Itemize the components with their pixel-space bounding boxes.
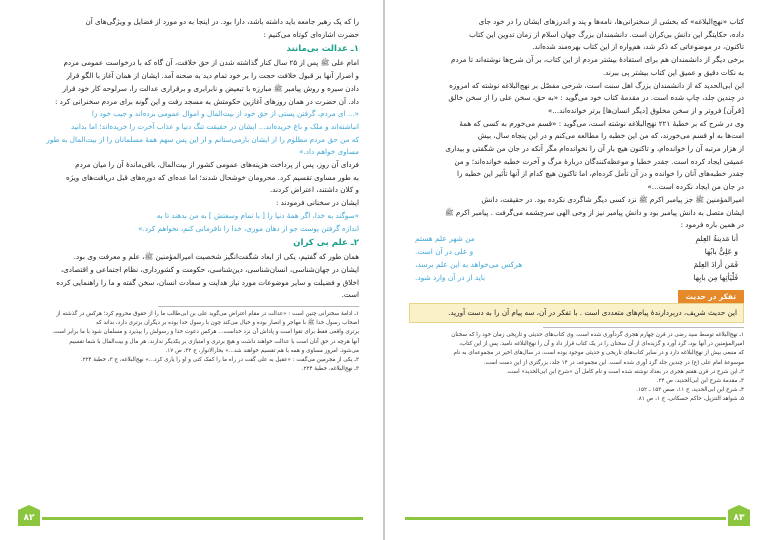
intro-line: را که یک رهبر جامعه باید داشته باشد، دارا بود. در اینجا به دو مورد از فضایل و ویژگی‌های آن [85, 17, 359, 26]
footnote-line: ۳ـ مقدمهٔ شرح ابن ابی‌الحدید، ص ۲۴. [656, 377, 744, 384]
right-page [385, 0, 768, 540]
hadith-arabic: فَمَن أرادَ العِلمَ [693, 259, 738, 269]
paragraph-line: جقدر خطبه‌های آنان را خوانده و در آن تأمل کرده‌ام، اما تاکنون هیچ کدام از آنها تأثیر این خطبه را [457, 169, 744, 179]
hadith-verse-row [415, 271, 738, 284]
left-page [0, 0, 383, 540]
footnote-line: می‌شود. امروز مساوی و همه با هم تقسیم خواهند شد...» بحارالانوار، ج ۳۲، ص ۱۷. [165, 347, 359, 354]
footnote-line: امیرالمؤمنین در آنها بود، گرد آورد و گزیده‌ای از آن سخنان را در یک کتاب قرار داد و آن را نهج‌البلاغه نامید. پس از این کتاب، [459, 341, 744, 348]
page-bottom-bar [42, 517, 363, 520]
quote-line: اندازه گرفتن پوست جو از دهان موری، خدا را نافرمانی کنم، نخواهم کرد.» [138, 223, 359, 233]
footnote-line: ۲ـ یکی از مجرمین می‌گفت : «عقیل به علی گفت در راه ما را کمک کنی و او را یاری کرد...» نهج‌البلاغه، ج ۳، خطبهٔ ۲۲۴. [80, 357, 359, 364]
paragraph-line: و اصرار آنها بر قبول خلافت حجت را بر خود تمام دید به صحنه آمد. ایشان از همان آغاز با الگو قرار [66, 71, 359, 81]
quote-line: «سوگند به خدا، اگر همهٔ دنیا را [ با تمام وسعتش ] به من بدهند تا به [156, 210, 359, 220]
paragraph-line: و کلان داشتند، اعتراض کردند. [269, 185, 359, 195]
left-page-content [24, 16, 359, 374]
page-number-badge: ۸۳ [728, 510, 750, 526]
paragraph-line: امام علی ﷺ پس از ۲۵ سال کنار گذاشته شدن از حق خلافت، آن گاه که با درخواست عمومی مردم [63, 58, 359, 68]
footnote-line: ۴ـ شرح ابن ابی‌الحدید، ج ۱۱، صص ۱۵۳ ـ ۱۵۲. [636, 387, 744, 394]
paragraph-line: وی در شرح که بر خطبهٔ ۲۲۱ نهج‌البلاغه نوشته است، می‌گوید : «قسم می‌خورم به کسی که همهٔ [459, 118, 744, 128]
paragraph-line: به نکات دقیق و عمیق این کتاب بیشتر پی ببرند. [602, 67, 744, 77]
paragraph-line: ایشان متصل به دانش پیامبر بود و دانش پیامبر نیز از وحی الهی سرچشمه می‌گرفت . پیامبر اکرم ﷺ [444, 207, 744, 217]
paragraph-line: ایشان در جهان‌شناسی، انسان‌شناسی، دین‌شناسی، حکومت و کشورداری، نظام اجتماعی و اقتصادی، [60, 264, 359, 274]
hadith-arabic: فَلْیَأتِها مِن بابِها [693, 272, 738, 282]
paragraph-line: همان طور که گفتیم، یکی از ابعاد شگفت‌انگیز شخصیت امیرالمؤمنین ﷺ، علم و معرفت وی بود. [73, 252, 359, 262]
paragraph-line: در جان من ایجاد نکرده است...» [647, 182, 744, 192]
quote-line: انباشته‌اند و ملک و باغ خریده‌اند... ایشان در حقیقت تنگ دنیا و عذاب آخرت را خریده‌اند؛ اما بدانید [70, 121, 359, 131]
paragraph-line: برخی دیگر از دانشمندان هم برای استفادهٔ بیشتر مردم از این کتاب، بر آن شرح‌ها نوشته‌اند تا مردم [451, 55, 744, 65]
paragraph-line: است. [341, 290, 359, 300]
paragraph-line: امیرالمؤمنین ﷺ جز پیامبر اکرم ﷺ نزد کسی دیگر شاگردی نکرده بود. در حقیقت، دانش [481, 194, 744, 204]
hadith-translation: باید از در آن وارد شود. [415, 272, 486, 282]
paragraph-line: امت‌ها به او قسم می‌خورند، که من این خطبه را مطالعه می‌کنم و در این پنجاه سال، بیش [477, 131, 744, 141]
paragraph-line: داده، حکایتگر این دانش بی‌کران است. دانشمندان بزرگ جهان اسلام از زمان تدوین این کتاب [469, 29, 744, 39]
footnote-line: ۵ـ شواهد التنزیل، حاکم حسکانی، ج ۱، ص ۸۱. [636, 396, 744, 403]
quote-line: مساوی خواهم داد.» [299, 147, 359, 157]
hadith-arabic: و عَلِیٌّ بابُها [704, 246, 738, 256]
paragraph-line: دادن سیره و روش پیامبر ﷺ مبارزه با تبعیض و نابرابری و برقراری عدالت را، سرلوحه کار خود قرار [62, 83, 359, 93]
quote-line: «... ای مردم، گرفتن پستی از حق خود از بیت‌المال و اموال عمومی برده‌اند و جیب خود را [91, 109, 359, 119]
paragraph-line: از هزار مرتبه آن را خوانده‌ام، و تاکنون هیچ بار آن را نخوانده‌ام مگر آنکه در جان من شگفتی و بیداری [445, 144, 744, 154]
paragraph-line: ابن ابی‌الحدید که از دانشمندان بزرگ اهل سنت است، شرحی مفصّل بر نهج‌البلاغه نوشته که امروزه [449, 80, 744, 90]
paragraph-line: به طور مساوی تقسیم کرد. محرومان خوشحال شدند؛ اما عده‌ای که دوره‌های قبل دریافت‌های ویژه [66, 172, 359, 182]
hadith-translation: و علی در آن است. [415, 246, 474, 256]
page-bottom-bar [405, 517, 726, 520]
right-page-content [409, 16, 744, 405]
activity-box-title: تفکر در حدیث [678, 290, 744, 303]
hadith-verse-row [415, 232, 738, 245]
paragraph-line: [قرآن] فروتر و از سخن مخلوق [دیگر انسان‌ها] برتر خوانده‌اند...» [547, 105, 744, 115]
footnote-line: ۱ـ نهج‌البلاغه توسط سید رضی در قرن چهارم هجری گردآوری شده است. وی کتاب‌های حدیثی و تاریخی زمان خود را که سخنان [451, 331, 744, 338]
section-heading-knowledge: ۲ـ علم بی کران [293, 238, 359, 249]
paragraph-line: کتاب «نهج‌البلاغه» که بخشی از سخنرانی‌ها، نامه‌ها و پند و اندرزهای ایشان را در خود جای [478, 17, 744, 26]
footnote-divider [543, 327, 744, 328]
hadith-verse-row [415, 245, 738, 258]
hadith-verse-row [415, 258, 738, 271]
paragraph-line: تاکنون، در موضوعاتی که ذکر شد، هم‌واره از این کتاب بهره‌مند شده‌اند. [532, 42, 744, 52]
footnote-line: موسوعهٔ امام علی (ع) در چندین جلد گرد آوری شده است. این مجموعه، در ۱۴ جلد، بزرگتری از این دست است. [483, 359, 744, 366]
page-number-badge: ۸۲ [18, 510, 40, 526]
hadith-arabic: أنا مَدینةُ العِلمِ [695, 233, 738, 243]
footnote-line: ۲ـ این شرح در قرن هفتم هجری در بغداد نوشته شده است و نام کامل آن «شرح ابن ابی‌الحدید» است. [506, 368, 744, 375]
paragraph-line: اخلاق و فضیلت و سایر موضوعات مورد نیاز هدایت و سعادت انسان، سخن گفته و ما را راهنمایی کرده [56, 277, 359, 287]
footnote-divider [158, 306, 359, 307]
footnote-line: اصحاب رسول خدا ﷺ با مهاجر و انصار بوده و خیال می‌کند چون با رسول خدا بوده بر دیگران برتری دارد، بداند که [96, 320, 359, 327]
footnote-line: ۱ـ ادامهٔ سخنرانی چنین است : «عدالت در مقام اعتراض می‌گوید علی بن ابی‌طالب ما را از حقوق محروم کرد؛ هرکس در گذشته از [56, 311, 359, 318]
hadith-translation: من شهر علم هستم [415, 233, 475, 243]
paragraph-line: ایشان در سخنانی فرمودند : [275, 198, 359, 208]
footnote-line: برتری واقعی فقط برای تقوا است و پاداش آن نزد خداست... هرکس دعوت خدا و رسولش را بپذیرد و مسلمان شود با ما برابر است. [52, 329, 359, 336]
quote-line: که من حق مردم مظلوم را از ایشان بازمی‌ستانم و از این پس سهم همهٔ مسلمانان را از بیت‌المال به طور [46, 134, 359, 144]
intro-line: حضرت اشاره‌ای کوتاه می‌کنیم : [263, 29, 359, 39]
activity-box-text: این حدیث شریف، دربردارندهٔ پیام‌های متعددی است . با تفکر در آن، سه پیام آن را به دست آورید. [448, 307, 737, 317]
footnote-line: آنها هرچه در حق آنان است با عدالت خواهند داشت و هیچ برتری و امتیازی بر یکدیگر ندارند. هر مال و بیت‌المال با شما تقسیم [69, 338, 359, 345]
activity-box [409, 303, 744, 323]
paragraph-line: فردای آن روز، پس از پرداخت هزینه‌های عمومی کشور از بیت‌المال، باقی‌ماندهٔ آن را میان مردم [75, 160, 359, 170]
paragraph-line: عمیقی ایجاد کرده است. جقدر خطبا و موعظه‌کنندگان دربارهٔ مرگ و آخرت خطبه خوانده‌اند؛ و من [454, 156, 744, 166]
paragraph-line: داد. آن حضرت در همان روزهای آغازین حکومتش به مسجد رفت و این گونه برای مردم سخنرانی کرد : [54, 96, 359, 106]
section-heading-justice: ۱ـ عدالت بی‌مانند [286, 44, 359, 55]
paragraph-line: در همین باره فرمود : [680, 220, 744, 230]
paragraph-line: در چندین جلد، چاپ شده است. در مقدمهٔ کتاب خود می‌گوید : «به حق، سخن علی را از سخن خالق [448, 93, 744, 103]
footnote-line: ۳ـ نهج‌البلاغه، خطبهٔ ۲۲۴. [301, 366, 359, 373]
hadith-translation: هرکس می‌خواهد به این علم برسد، [415, 259, 523, 269]
footnote-line: که منبعی بیش از نهج‌البلاغه دارد و در سایر کتاب‌های تاریخی و حدیثی موجود بوده است، در سال‌های اخیر در مجموعه‌ای به نام [453, 350, 744, 357]
